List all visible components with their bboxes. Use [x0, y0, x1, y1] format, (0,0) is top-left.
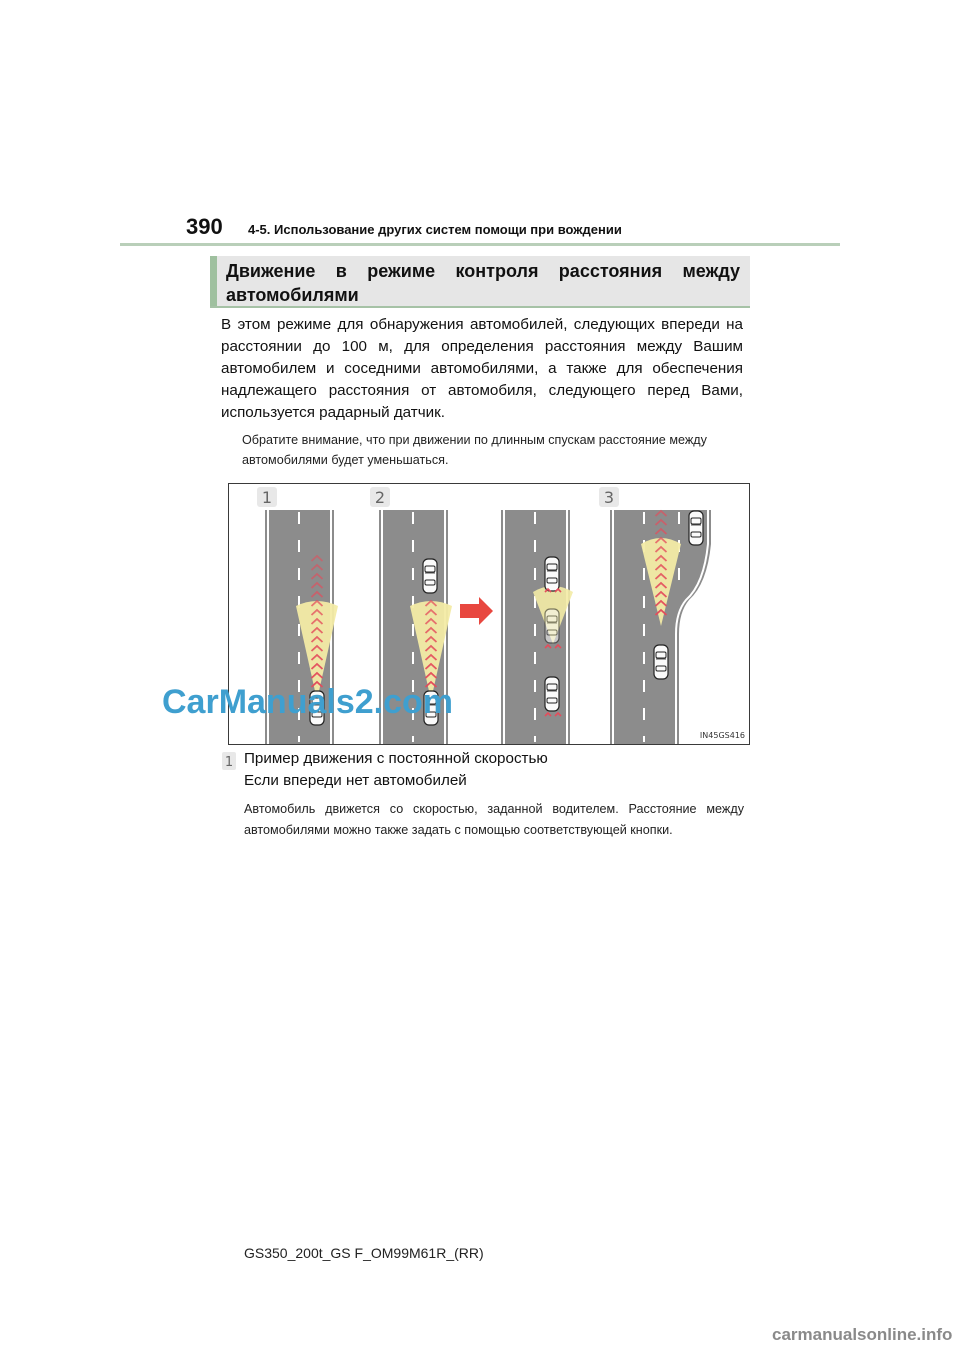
badge-2	[370, 487, 390, 507]
footer-code: GS350_200t_GS F_OM99M61R_(RR)	[244, 1245, 484, 1261]
section-title: 4-5. Использование других систем помощи при вождении	[248, 222, 622, 237]
heading-accent-bar	[210, 256, 217, 308]
heading-line-2: автомобилями	[226, 285, 359, 305]
heading-line-1: Движение в режиме контроля расстояния между	[226, 261, 740, 281]
header-rule	[120, 243, 840, 246]
own-car-4	[654, 645, 668, 679]
caption-title: Пример движения с постоянной скоростью	[244, 750, 548, 767]
caption-badge-label: 1	[224, 755, 234, 770]
watermark-left: CarManuals2.com	[162, 683, 453, 721]
badge-2-label: 2	[374, 488, 386, 507]
figure-code: IN45GS416	[699, 731, 745, 740]
own-car-3	[545, 677, 559, 711]
badge-1-label: 1	[261, 488, 273, 507]
badge-1	[257, 487, 277, 507]
watermark-bottom: carmanualsonline.info	[772, 1325, 953, 1344]
page-number: 390	[186, 214, 223, 239]
car-ahead-3	[545, 557, 559, 591]
scene-3	[501, 510, 573, 744]
scene-4	[610, 510, 711, 744]
heading-title	[226, 259, 740, 307]
badge-3	[599, 487, 619, 507]
heading-box	[210, 256, 750, 308]
note-text: Обратите внимание, что при движении по длинным спускам расстояние между автомобилями будет уменьшаться.	[242, 433, 707, 467]
heading-underline	[210, 306, 750, 308]
merging-car-4	[689, 511, 703, 545]
car-ahead-2	[423, 559, 437, 593]
body-paragraph: В этом режиме для обнаружения автомобилей, следующих впереди на расстоянии до 100 м, для определения расстояния между Вашим автомобилем и соседними автомобилями, а также для обеспечения надлежащего расстояния от автомобиля, следующего перед Вами, используется радарный датчик.	[221, 316, 743, 421]
caption-badge	[222, 752, 236, 770]
badge-3-label: 3	[603, 488, 615, 507]
caption-note: Автомобиль движется со скоростью, заданной водителем. Расстояние между автомобилями можно также задать с помощью соответствующей кнопки.	[244, 802, 744, 837]
transition-arrow	[460, 597, 493, 625]
caption-subtitle: Если впереди нет автомобилей	[244, 772, 467, 789]
own-car-3-faded	[545, 609, 559, 643]
